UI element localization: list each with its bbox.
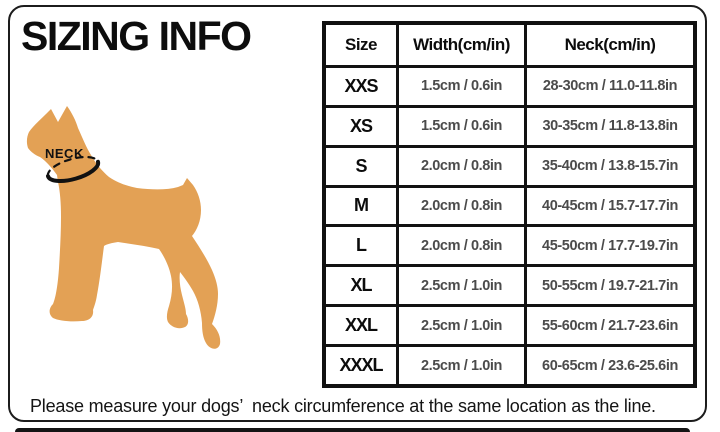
- row-l-size: L: [326, 224, 396, 264]
- dog-silhouette: [27, 106, 220, 349]
- row-xxs-size: XXS: [326, 65, 396, 105]
- page-title: SIZING INFO: [21, 13, 251, 59]
- neck-label: NECK: [45, 146, 84, 161]
- row-l-width: 2.0cm / 0.8in: [396, 224, 524, 264]
- row-xs-neck: 30-35cm / 11.8-13.8in: [524, 105, 693, 145]
- col-header-width: Width(cm/in): [396, 25, 524, 65]
- bottom-edge-bar: [15, 428, 690, 432]
- row-xxl-neck: 55-60cm / 21.7-23.6in: [524, 304, 693, 344]
- row-xxl-width: 2.5cm / 1.0in: [396, 304, 524, 344]
- row-xl-size: XL: [326, 264, 396, 304]
- row-m-neck: 40-45cm / 15.7-17.7in: [524, 185, 693, 225]
- row-xxxl-neck: 60-65cm / 23.6-25.6in: [524, 344, 693, 384]
- sizing-table: [322, 21, 697, 388]
- row-l-neck: 45-50cm / 17.7-19.7in: [524, 224, 693, 264]
- row-xxxl-size: XXXL: [326, 344, 396, 384]
- row-xxs-neck: 28-30cm / 11.0-11.8in: [524, 65, 693, 105]
- row-s-size: S: [326, 145, 396, 185]
- row-m-width: 2.0cm / 0.8in: [396, 185, 524, 225]
- row-s-neck: 35-40cm / 13.8-15.7in: [524, 145, 693, 185]
- row-xl-width: 2.5cm / 1.0in: [396, 264, 524, 304]
- row-xxs-width: 1.5cm / 0.6in: [396, 65, 524, 105]
- row-m-size: M: [326, 185, 396, 225]
- dog-illustration: [15, 95, 235, 365]
- row-xs-size: XS: [326, 105, 396, 145]
- measure-note: Please measure your dogs’ neck circumference at the same location as the line.: [30, 396, 656, 416]
- row-s-width: 2.0cm / 0.8in: [396, 145, 524, 185]
- col-header-size: Size: [344, 34, 378, 54]
- row-xxl-size: XXL: [326, 304, 396, 344]
- row-xxxl-width: 2.5cm / 1.0in: [396, 344, 524, 384]
- row-xs-width: 1.5cm / 0.6in: [396, 105, 524, 145]
- col-header-neck: Neck(cm/in): [524, 25, 693, 65]
- row-xl-neck: 50-55cm / 19.7-21.7in: [524, 264, 693, 304]
